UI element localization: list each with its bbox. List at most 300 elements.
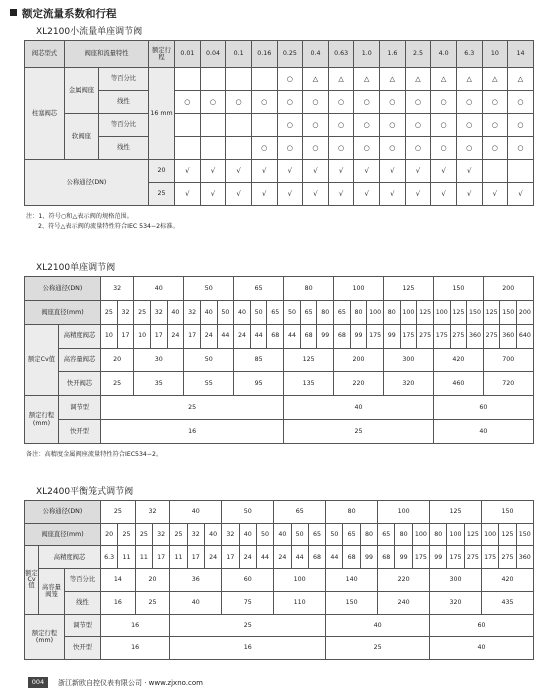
cv-header: 0.04 xyxy=(200,41,226,68)
col-header-seat-char: 阀座和流量特性 xyxy=(65,41,149,68)
dn-cell: 32 xyxy=(101,277,134,301)
seat-cell: 150 xyxy=(467,300,484,324)
cv-cell: 24 xyxy=(239,546,256,569)
cv-cell: 275 xyxy=(450,324,467,348)
cv-cell: 720 xyxy=(483,372,533,396)
spec-cell: √ xyxy=(431,183,457,206)
cv-cell: 24 xyxy=(274,546,291,569)
spec-cell: ○ xyxy=(508,137,534,160)
cv-cell: 24 xyxy=(234,324,251,348)
table-row xyxy=(25,137,534,160)
quick-open-type-label: 快开型 xyxy=(59,420,101,444)
seat-cell: 65 xyxy=(308,523,325,546)
table1-title: XL2100小流量单座调节阀 xyxy=(36,27,143,37)
cv-header: 4.0 xyxy=(431,41,457,68)
cv-cell: 44 xyxy=(291,546,308,569)
cv-cell: 24 xyxy=(167,324,184,348)
seat-cell: 20 xyxy=(101,523,118,546)
cv-cell: 125 xyxy=(284,348,334,372)
stroke-cell: 40 xyxy=(430,637,534,660)
stroke-cell: 25 xyxy=(170,614,326,637)
cv-cell: 95 xyxy=(234,372,284,396)
seat-cell: 40 xyxy=(200,300,217,324)
seat-cell: 80 xyxy=(317,300,334,324)
table-row xyxy=(25,546,534,569)
spec-cell xyxy=(175,137,201,160)
high-capacity-core-label: 高容量阀芯 xyxy=(59,348,101,372)
seat-cell: 25 xyxy=(118,523,135,546)
section-title: 额定流量系数和行程 xyxy=(10,6,117,21)
spec-cell: ○ xyxy=(508,114,534,137)
seat-cell: 80 xyxy=(383,300,400,324)
spec-cell: ○ xyxy=(354,137,380,160)
spec-cell: √ xyxy=(380,160,406,183)
spec-cell: △ xyxy=(431,68,457,91)
dn-cell: 25 xyxy=(101,501,136,524)
stroke-cell: 25 xyxy=(101,396,284,420)
high-precision-core-label: 高精度阀芯 xyxy=(39,546,101,569)
cv-cell: 175 xyxy=(433,324,450,348)
dn-cell: 125 xyxy=(383,277,433,301)
seat-cell: 50 xyxy=(217,300,234,324)
cv-cell: 175 xyxy=(412,546,429,569)
spec-cell: ○ xyxy=(277,91,303,114)
cv-cell: 44 xyxy=(326,546,343,569)
spec-cell: ○ xyxy=(482,91,508,114)
spec-cell: √ xyxy=(251,183,277,206)
seat-cell: 100 xyxy=(433,300,450,324)
seat-cell: 25 xyxy=(134,300,151,324)
cv-cell: 99 xyxy=(395,546,412,569)
cv-cell: 68 xyxy=(267,324,284,348)
metal-seat-label: 金属阀座 xyxy=(65,68,99,114)
table-row xyxy=(25,91,534,114)
table-row xyxy=(25,569,534,592)
spec-cell xyxy=(175,114,201,137)
table-row xyxy=(25,324,534,348)
seat-cell: 25 xyxy=(101,300,118,324)
rated-cv-label: 额定Cv值 xyxy=(25,546,39,614)
spec-cell: △ xyxy=(303,68,329,91)
stroke-cell: 60 xyxy=(430,614,534,637)
stroke-cell: 16 xyxy=(170,637,326,660)
stroke-cell: 25 xyxy=(326,637,430,660)
table-row xyxy=(25,523,534,546)
seat-cell: 125 xyxy=(450,300,467,324)
table-row xyxy=(25,300,534,324)
cv-cell: 275 xyxy=(464,546,481,569)
seat-cell: 100 xyxy=(400,300,417,324)
cv-cell: 175 xyxy=(400,324,417,348)
cv-header: 0.25 xyxy=(277,41,303,68)
table-row xyxy=(25,277,534,301)
table-row xyxy=(25,420,534,444)
cv-cell: 420 xyxy=(482,569,534,592)
spec-cell: √ xyxy=(405,160,431,183)
quick-open-core-label: 快开阀芯 xyxy=(59,372,101,396)
spec-cell: ○ xyxy=(431,114,457,137)
equal-percent-label: 等百分比 xyxy=(99,114,149,137)
cv-header: 2.5 xyxy=(405,41,431,68)
cv-cell: 24 xyxy=(204,546,221,569)
seat-cell: 80 xyxy=(430,523,447,546)
seat-cell: 200 xyxy=(517,300,534,324)
cv-cell: 17 xyxy=(222,546,239,569)
spec-cell: √ xyxy=(226,160,252,183)
spec-cell xyxy=(226,137,252,160)
spec-cell: √ xyxy=(328,160,354,183)
linear-label: 线性 xyxy=(99,91,149,114)
dn-cell: 150 xyxy=(433,277,483,301)
cv-cell: 175 xyxy=(482,546,499,569)
quick-open-type-label: 快开型 xyxy=(65,637,101,660)
dn-cell: 32 xyxy=(135,501,170,524)
seat-cell: 65 xyxy=(267,300,284,324)
table1-note-1: 注：1、符号○和△表示阀的规格范围。 xyxy=(26,213,133,220)
spec-cell: △ xyxy=(380,68,406,91)
spec-cell: ○ xyxy=(354,91,380,114)
cv-cell: 360 xyxy=(516,546,533,569)
cv-cell: 20 xyxy=(101,348,134,372)
seat-cell: 80 xyxy=(360,523,377,546)
cv-header: 0.1 xyxy=(226,41,252,68)
spec-cell: √ xyxy=(277,183,303,206)
spec-cell xyxy=(226,114,252,137)
table2-note: 备注：高精度金属阀座流量特性符合IEC534−2。 xyxy=(26,451,163,458)
seat-cell: 80 xyxy=(350,300,367,324)
spec-cell: ○ xyxy=(277,114,303,137)
table-row xyxy=(25,68,534,91)
cv-cell: 6.3 xyxy=(101,546,118,569)
cv-cell: 320 xyxy=(383,372,433,396)
seat-cell: 100 xyxy=(412,523,429,546)
spec-cell: ○ xyxy=(456,91,482,114)
cv-header: 1.0 xyxy=(354,41,380,68)
cv-header: 14 xyxy=(508,41,534,68)
spec-cell: ○ xyxy=(380,91,406,114)
spec-cell: ○ xyxy=(431,91,457,114)
spec-cell: ○ xyxy=(175,91,201,114)
cv-cell: 200 xyxy=(334,348,384,372)
table-balanced-cage xyxy=(24,500,534,660)
seat-cell: 50 xyxy=(256,523,273,546)
cv-cell: 10 xyxy=(134,324,151,348)
seat-cell: 125 xyxy=(499,523,516,546)
spec-cell xyxy=(482,160,508,183)
cv-cell: 435 xyxy=(482,591,534,614)
cv-cell: 99 xyxy=(360,546,377,569)
cv-cell: 17 xyxy=(150,324,167,348)
seat-cell: 32 xyxy=(117,300,134,324)
seat-diameter-label: 阀座直径(mm) xyxy=(25,523,101,546)
stroke-cell: 16 xyxy=(101,614,170,637)
spec-cell: √ xyxy=(226,183,252,206)
stroke-cell: 60 xyxy=(433,396,533,420)
spec-cell: △ xyxy=(405,68,431,91)
cv-cell: 30 xyxy=(134,348,184,372)
cv-cell: 360 xyxy=(467,324,484,348)
table-row xyxy=(25,348,534,372)
cv-header: 0.16 xyxy=(251,41,277,68)
spec-cell: √ xyxy=(380,183,406,206)
cv-cell: 150 xyxy=(326,591,378,614)
cv-cell: 35 xyxy=(134,372,184,396)
cv-cell: 99 xyxy=(383,324,400,348)
table-row xyxy=(25,614,534,637)
cv-cell: 17 xyxy=(184,324,201,348)
table1-note-2: 2、符号△表示阀的流量特性符合IEC 534−2标准。 xyxy=(38,223,179,230)
cv-cell: 420 xyxy=(433,348,483,372)
spec-cell: ○ xyxy=(405,137,431,160)
cv-cell: 220 xyxy=(378,569,430,592)
table-small-flow xyxy=(24,40,534,206)
cv-header: 0.63 xyxy=(328,41,354,68)
seat-cell: 50 xyxy=(291,523,308,546)
spec-cell: √ xyxy=(405,183,431,206)
spec-cell: △ xyxy=(354,68,380,91)
spec-cell: ○ xyxy=(328,137,354,160)
spec-cell: √ xyxy=(200,183,226,206)
seat-cell: 65 xyxy=(378,523,395,546)
seat-cell: 125 xyxy=(464,523,481,546)
seat-cell: 32 xyxy=(150,300,167,324)
spec-cell: ○ xyxy=(482,137,508,160)
cv-cell: 68 xyxy=(378,546,395,569)
equal-percent-label: 等百分比 xyxy=(65,569,101,592)
spec-cell: ○ xyxy=(456,114,482,137)
cv-cell: 175 xyxy=(367,324,384,348)
spec-cell xyxy=(200,114,226,137)
dn-value: 25 xyxy=(149,183,175,206)
dn-cell: 80 xyxy=(326,501,378,524)
dn-cell: 100 xyxy=(334,277,384,301)
seat-cell: 40 xyxy=(274,523,291,546)
spec-cell: ○ xyxy=(277,68,303,91)
dn-cell: 125 xyxy=(430,501,482,524)
stroke-cell: 25 xyxy=(284,420,434,444)
seat-cell: 40 xyxy=(234,300,251,324)
cv-cell: 11 xyxy=(118,546,135,569)
rated-cv-label: 额定Cv值 xyxy=(25,324,59,396)
cv-header: 10 xyxy=(482,41,508,68)
cv-cell: 17 xyxy=(187,546,204,569)
dn-cell: 40 xyxy=(170,501,222,524)
spec-cell: ○ xyxy=(303,137,329,160)
spec-cell: △ xyxy=(328,68,354,91)
spec-cell: √ xyxy=(175,160,201,183)
spec-cell: ○ xyxy=(277,137,303,160)
table3-title: XL2400平衡笼式调节阀 xyxy=(36,487,134,497)
spec-cell: ○ xyxy=(251,91,277,114)
cv-cell: 300 xyxy=(383,348,433,372)
company-footer: 浙江新欧自控仪表有限公司 · www.zjxno.com xyxy=(58,679,203,687)
regulating-type-label: 调节型 xyxy=(59,396,101,420)
col-header-core-type: 阀芯型式 xyxy=(25,41,65,68)
spec-cell: ○ xyxy=(226,91,252,114)
cv-cell: 140 xyxy=(326,569,378,592)
cv-cell: 20 xyxy=(135,569,170,592)
spec-cell: ○ xyxy=(431,137,457,160)
spec-cell: √ xyxy=(303,160,329,183)
cv-cell: 99 xyxy=(430,546,447,569)
stroke-cell: 16 xyxy=(101,637,170,660)
seat-cell: 50 xyxy=(250,300,267,324)
cv-cell: 11 xyxy=(135,546,152,569)
seat-cell: 40 xyxy=(204,523,221,546)
spec-cell: ○ xyxy=(380,137,406,160)
seat-cell: 50 xyxy=(326,523,343,546)
cv-header: 1.6 xyxy=(380,41,406,68)
spec-cell xyxy=(226,68,252,91)
cv-header: 0.01 xyxy=(175,41,201,68)
stroke-cell: 40 xyxy=(433,420,533,444)
cv-cell: 640 xyxy=(517,324,534,348)
spec-cell: ○ xyxy=(354,114,380,137)
spec-cell: √ xyxy=(456,183,482,206)
cv-cell: 68 xyxy=(300,324,317,348)
spec-cell: ○ xyxy=(482,114,508,137)
cv-cell: 275 xyxy=(483,324,500,348)
table-row xyxy=(25,41,534,68)
spec-cell: √ xyxy=(431,160,457,183)
dn-cell: 200 xyxy=(483,277,533,301)
seat-cell: 100 xyxy=(482,523,499,546)
stroke-cell: 40 xyxy=(326,614,430,637)
cv-cell: 24 xyxy=(200,324,217,348)
dn-cell: 80 xyxy=(284,277,334,301)
spec-cell xyxy=(251,68,277,91)
cv-cell: 175 xyxy=(447,546,464,569)
spec-cell: √ xyxy=(354,183,380,206)
linear-label: 线性 xyxy=(65,591,101,614)
seat-cell: 50 xyxy=(284,300,301,324)
cv-cell: 220 xyxy=(334,372,384,396)
spec-cell xyxy=(251,114,277,137)
seat-cell: 32 xyxy=(187,523,204,546)
equal-percent-label: 等百分比 xyxy=(99,68,149,91)
cv-header: 6.3 xyxy=(456,41,482,68)
cv-cell: 14 xyxy=(101,569,136,592)
cv-header: 0.4 xyxy=(303,41,329,68)
cv-cell: 44 xyxy=(284,324,301,348)
cv-cell: 85 xyxy=(234,348,284,372)
spec-cell: ○ xyxy=(508,91,534,114)
seat-cell: 65 xyxy=(343,523,360,546)
spec-cell: √ xyxy=(175,183,201,206)
cv-cell: 68 xyxy=(334,324,351,348)
dn-cell: 50 xyxy=(222,501,274,524)
rated-stroke-label: 额定行程(mm) xyxy=(25,614,65,659)
spec-cell: ○ xyxy=(456,137,482,160)
cv-cell: 460 xyxy=(433,372,483,396)
spec-cell: ○ xyxy=(303,114,329,137)
dn-cell: 65 xyxy=(234,277,284,301)
seat-cell: 65 xyxy=(334,300,351,324)
table2-title: XL2100单座调节阀 xyxy=(36,263,116,273)
cv-cell: 25 xyxy=(101,372,134,396)
linear-label: 线性 xyxy=(99,137,149,160)
cv-cell: 40 xyxy=(170,591,222,614)
table-single-seat xyxy=(24,276,534,444)
cv-cell: 99 xyxy=(350,324,367,348)
spec-cell: △ xyxy=(508,68,534,91)
seat-cell: 100 xyxy=(367,300,384,324)
nominal-diameter-label: 公称通径(DN) xyxy=(25,277,101,301)
dn-cell: 40 xyxy=(134,277,184,301)
cv-cell: 44 xyxy=(250,324,267,348)
seat-cell: 150 xyxy=(500,300,517,324)
spec-cell: √ xyxy=(328,183,354,206)
spec-cell: √ xyxy=(456,160,482,183)
cv-cell: 68 xyxy=(343,546,360,569)
cv-cell: 44 xyxy=(217,324,234,348)
spec-cell: △ xyxy=(456,68,482,91)
table-row xyxy=(25,637,534,660)
seat-cell: 125 xyxy=(417,300,434,324)
table-row xyxy=(25,501,534,524)
cv-cell: 50 xyxy=(184,348,234,372)
spec-cell: √ xyxy=(200,160,226,183)
seat-cell: 100 xyxy=(447,523,464,546)
spec-cell: △ xyxy=(482,68,508,91)
stroke-cell: 40 xyxy=(284,396,434,420)
seat-cell: 40 xyxy=(167,300,184,324)
spec-cell: ○ xyxy=(328,114,354,137)
spec-cell xyxy=(200,137,226,160)
cv-cell: 100 xyxy=(274,569,326,592)
high-precision-core-label: 高精度阀芯 xyxy=(59,324,101,348)
cv-cell: 10 xyxy=(101,324,118,348)
spec-cell: ○ xyxy=(405,91,431,114)
spec-cell: ○ xyxy=(405,114,431,137)
seat-cell: 125 xyxy=(483,300,500,324)
table-row xyxy=(25,591,534,614)
page-number-badge: 004 xyxy=(28,677,48,688)
spec-cell: √ xyxy=(354,160,380,183)
spec-cell xyxy=(200,68,226,91)
spec-cell: √ xyxy=(508,183,534,206)
cv-cell: 300 xyxy=(430,569,482,592)
spec-cell xyxy=(508,160,534,183)
cv-cell: 275 xyxy=(499,546,516,569)
cv-cell: 16 xyxy=(101,591,136,614)
cv-cell: 55 xyxy=(184,372,234,396)
cv-cell: 17 xyxy=(117,324,134,348)
dn-cell: 50 xyxy=(184,277,234,301)
cv-cell: 11 xyxy=(170,546,187,569)
cv-cell: 700 xyxy=(483,348,533,372)
cv-cell: 240 xyxy=(378,591,430,614)
spec-cell: ○ xyxy=(200,91,226,114)
cv-cell: 25 xyxy=(135,591,170,614)
col-header-stroke: 额定行程 xyxy=(149,41,175,68)
regulating-type-label: 调节型 xyxy=(65,614,101,637)
table-row xyxy=(25,160,534,183)
cv-cell: 99 xyxy=(317,324,334,348)
cv-cell: 36 xyxy=(170,569,222,592)
seat-cell: 40 xyxy=(239,523,256,546)
spec-cell: √ xyxy=(277,160,303,183)
seat-cell: 25 xyxy=(170,523,187,546)
square-bullet-icon xyxy=(10,9,17,16)
spec-cell: ○ xyxy=(380,114,406,137)
table-row xyxy=(25,396,534,420)
seat-diameter-label: 阀座直径(mm) xyxy=(25,300,101,324)
cv-cell: 320 xyxy=(430,591,482,614)
dn-cell: 65 xyxy=(274,501,326,524)
nominal-diameter-label: 公称通径(DN) xyxy=(25,501,101,524)
cv-cell: 75 xyxy=(222,591,274,614)
